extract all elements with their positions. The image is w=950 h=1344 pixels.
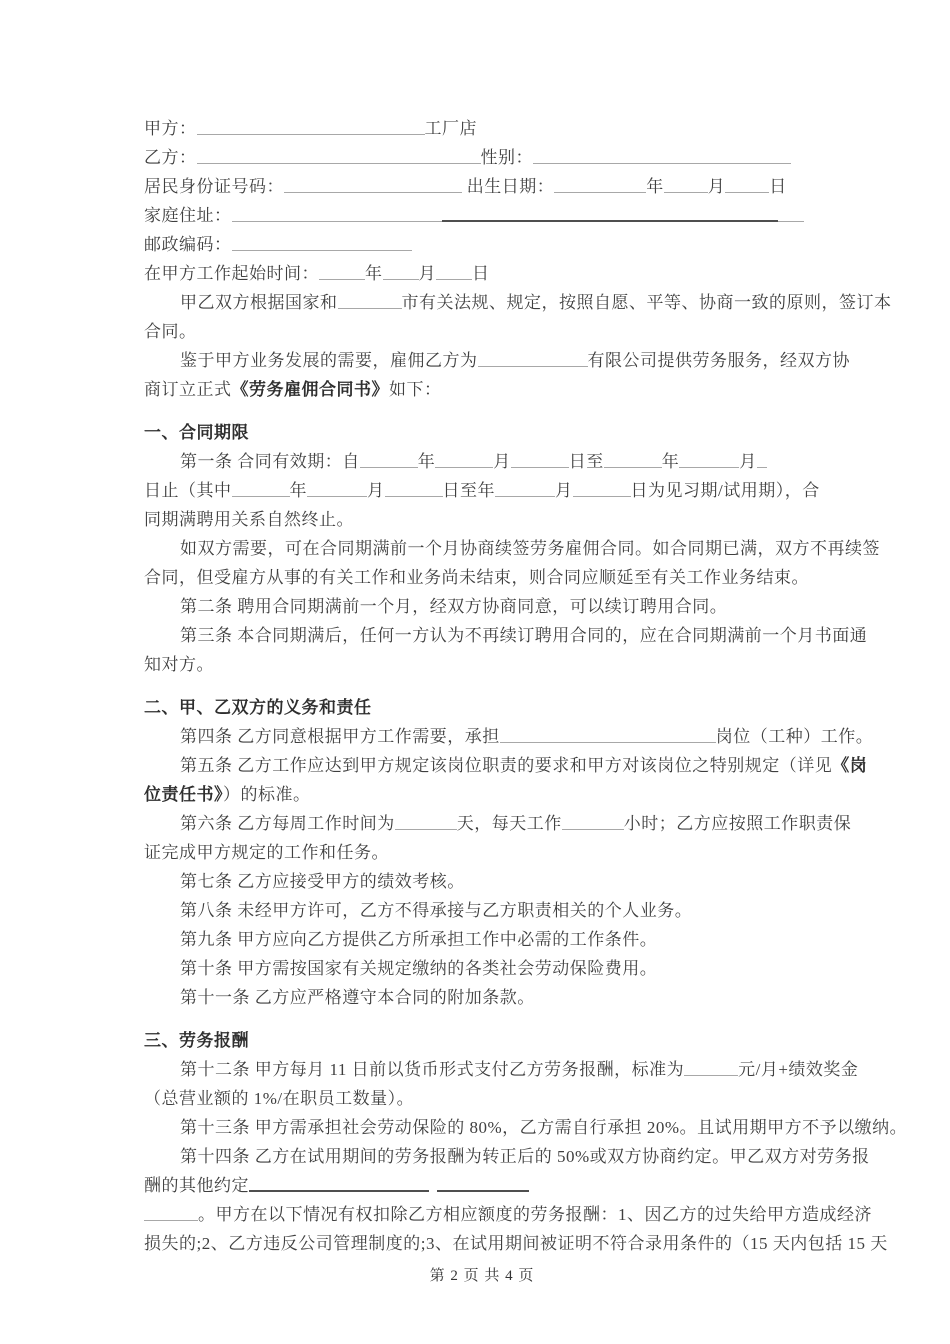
- text-line: [144, 896, 820, 925]
- text-run: 第一条 合同有效期：自: [180, 452, 360, 471]
- blank-field[interactable]: [437, 1171, 529, 1192]
- text-line: [144, 143, 820, 172]
- text-run: 家庭住址：: [144, 206, 232, 225]
- text-run: 第十四条 乙方在试用期间的劳务报酬为转正后的 50%或双方协商约定。甲乙双方对劳务报: [180, 1147, 870, 1166]
- text-run: 在甲方工作起始时间：: [144, 264, 319, 283]
- text-run: 。甲方在以下情况有权扣除乙方相应额度的劳务报酬：1、因乙方的过失给甲方造成经济: [198, 1205, 872, 1224]
- text-line: [144, 983, 820, 1012]
- text-run: 岗位（工种）工作。: [715, 727, 874, 746]
- text-run: 日: [769, 177, 787, 196]
- blank-field[interactable]: [604, 447, 662, 468]
- text-run: 市有关法规、规定，按照自愿、平等、协商一致的原则，签订本: [401, 293, 892, 312]
- blank-field[interactable]: [478, 346, 588, 367]
- contract-body: [144, 114, 908, 1258]
- blank-field[interactable]: [232, 230, 412, 251]
- text-line: [144, 1142, 870, 1171]
- text-run: 第七条 乙方应接受甲方的绩效考核。: [180, 872, 465, 891]
- text-line: [144, 563, 820, 592]
- text-run: 性别：: [480, 148, 533, 167]
- text-run: 第九条 甲方应向乙方提供乙方所承担工作中必需的工作条件。: [180, 930, 658, 949]
- section-heading: [144, 1026, 820, 1055]
- blank-field[interactable]: [533, 143, 791, 164]
- text-run: 第二条 聘用合同期满前一个月，经双方协商同意，可以续订聘用合同。: [180, 597, 728, 616]
- text-line: [144, 1200, 872, 1229]
- blank-field[interactable]: [511, 447, 569, 468]
- blank-field[interactable]: [249, 1171, 429, 1192]
- blank-field[interactable]: [197, 143, 481, 164]
- text-run: 《岗: [832, 756, 868, 775]
- text-run: 一、合同期限: [144, 423, 249, 442]
- text-line: [144, 172, 820, 201]
- page-number: 第 2 页 共 4 页: [429, 1268, 535, 1284]
- text-run: 元/月+绩效奖金: [738, 1060, 859, 1079]
- text-run: 鉴于甲方业务发展的需要，雇佣乙方为: [180, 351, 478, 370]
- text-run: 第八条 未经甲方许可，乙方不得承接与乙方职责相关的个人业务。: [180, 901, 693, 920]
- blank-field[interactable]: [554, 172, 646, 193]
- blank-field[interactable]: [284, 172, 462, 193]
- text-run: 年: [417, 452, 436, 471]
- text-line: [144, 809, 852, 838]
- blank-field[interactable]: [725, 172, 769, 193]
- text-line: [144, 722, 874, 751]
- text-line: [144, 1229, 888, 1258]
- text-run: 出生日期：: [462, 177, 555, 196]
- text-line: [144, 375, 820, 404]
- text-run: 月: [493, 452, 511, 471]
- blank-field[interactable]: [495, 476, 555, 497]
- text-run: 第十条 甲方需按国家有关规定缴纳的各类社会劳动保险费用。: [180, 959, 658, 978]
- text-line: [144, 230, 820, 259]
- text-line: [144, 201, 820, 230]
- text-run: 第四条 乙方同意根据甲方工作需要，承担: [180, 727, 500, 746]
- section-heading: [144, 418, 820, 447]
- text-run: 小时；乙方应按照工作职责保: [623, 814, 852, 833]
- blank-field[interactable]: [679, 447, 739, 468]
- text-line: [144, 114, 820, 143]
- text-run: 商订立正式: [144, 380, 232, 399]
- text-run: 酬的其他约定: [144, 1176, 249, 1195]
- text-run: 甲乙双方根据国家和: [180, 293, 338, 312]
- text-run: 乙方：: [144, 148, 197, 167]
- text-run: 知对方。: [144, 655, 214, 674]
- text-line: [144, 447, 820, 476]
- text-run: 三、劳务报酬: [144, 1031, 249, 1050]
- text-line: [144, 867, 820, 896]
- text-run: 居民身份证号码：: [144, 177, 284, 196]
- text-line: [144, 1055, 859, 1084]
- text-run: 月: [367, 481, 385, 500]
- blank-field[interactable]: [664, 172, 708, 193]
- text-line: [144, 1084, 820, 1113]
- blank-field[interactable]: [197, 114, 425, 135]
- text-run: 邮政编码：: [144, 235, 232, 254]
- text-line: [144, 925, 820, 954]
- text-run: 第三条 本合同期满后，任何一方认为不再续订聘用合同的，应在合同期满前一个月书面通: [180, 626, 868, 645]
- text-run: 二、甲、乙双方的义务和责任: [144, 698, 372, 717]
- text-line: [144, 954, 820, 983]
- text-line: [144, 1113, 908, 1142]
- blank-field[interactable]: [385, 476, 443, 497]
- text-run: 合同，但受雇方从事的有关工作和业务尚未结束，则合同应顺延至有关工作业务结束。: [144, 568, 809, 587]
- text-run: 日至: [568, 452, 604, 471]
- text-run: 证完成甲方规定的工作和任务。: [144, 843, 389, 862]
- text-run: 年: [661, 452, 680, 471]
- text-run: 如双方需要，可在合同期满前一个月协商续签劳务雇佣合同。如合同期已满，双方不再续签: [180, 539, 880, 558]
- text-run: 月: [739, 452, 757, 471]
- text-run: 年: [289, 481, 307, 500]
- text-run: 日为见习期/试用期），合: [630, 481, 820, 500]
- blank-field[interactable]: [436, 259, 472, 280]
- text-run: 日: [472, 264, 490, 283]
- text-run: 年: [365, 264, 383, 283]
- text-line: [144, 505, 820, 534]
- text-line: [144, 621, 868, 650]
- text-run: 日至年: [442, 481, 495, 500]
- text-run: 同期满聘用关系自然终止。: [144, 510, 354, 529]
- blank-field[interactable]: [435, 447, 493, 468]
- text-line: [144, 650, 820, 679]
- text-line: [144, 476, 820, 505]
- text-run: 日止（其中: [144, 481, 232, 500]
- blank-field[interactable]: [778, 201, 804, 222]
- blank-field[interactable]: [395, 809, 457, 830]
- section-heading: [144, 693, 820, 722]
- text-run: 第十一条 乙方应严格遵守本合同的附加条款。: [180, 988, 535, 1007]
- blank-field[interactable]: [383, 259, 419, 280]
- text-line: [144, 751, 868, 780]
- text-run: 位责任书》: [144, 785, 223, 804]
- blank-field[interactable]: [319, 259, 365, 280]
- text-run: ）的标准。: [223, 785, 311, 804]
- text-run: 有限公司提供劳务服务，经双方协: [587, 351, 850, 370]
- text-line: [144, 1171, 820, 1200]
- blank-field[interactable]: [307, 476, 367, 497]
- blank-field[interactable]: [562, 809, 624, 830]
- text-run: 损失的;2、乙方违反公司管理制度的;3、在试用期间被证明不符合录用条件的（15 天内包括 15 天: [144, 1234, 888, 1253]
- text-run: 甲方：: [144, 119, 197, 138]
- text-line: [144, 288, 892, 317]
- blank-field[interactable]: [757, 447, 767, 468]
- text-line: [144, 346, 850, 375]
- text-run: 第十二条 甲方每月 11 日前以货币形式支付乙方劳务报酬，标准为: [180, 1060, 685, 1079]
- blank-field[interactable]: [573, 476, 631, 497]
- text-run: 月: [707, 177, 726, 196]
- blank-field[interactable]: [500, 722, 716, 743]
- text-line: [144, 259, 820, 288]
- text-run: （总营业额的 1%/在职员工数量）。: [144, 1089, 415, 1108]
- blank-field[interactable]: [232, 201, 442, 222]
- blank-field[interactable]: [442, 201, 778, 222]
- blank-field[interactable]: [338, 288, 402, 309]
- text-run: 月: [555, 481, 573, 500]
- blank-field[interactable]: [232, 476, 290, 497]
- blank-field[interactable]: [684, 1055, 738, 1076]
- text-line: [144, 838, 820, 867]
- text-run: 《劳务雇佣合同书》: [231, 380, 389, 399]
- text-run: 第六条 乙方每周工作时间为: [180, 814, 395, 833]
- text-line: [144, 534, 880, 563]
- text-line: [144, 317, 820, 346]
- blank-field[interactable]: [144, 1200, 198, 1221]
- text-run: 年: [646, 177, 664, 196]
- text-run: 如下：: [389, 380, 442, 399]
- text-run: 天，每天工作: [456, 814, 562, 833]
- text-run: 月: [418, 264, 436, 283]
- text-run: 第十三条 甲方需承担社会劳动保险的 80%，乙方需自行承担 20%。且试用期甲方不予以缴纳。: [180, 1118, 908, 1137]
- text-run: 合同。: [144, 322, 197, 341]
- text-run: 工厂店: [424, 119, 477, 138]
- text-run: 第五条 乙方工作应达到甲方规定该岗位职责的要求和甲方对该岗位之特别规定（详见: [180, 756, 833, 775]
- text-line: [144, 780, 820, 809]
- blank-field[interactable]: [360, 447, 418, 468]
- text-line: [144, 592, 820, 621]
